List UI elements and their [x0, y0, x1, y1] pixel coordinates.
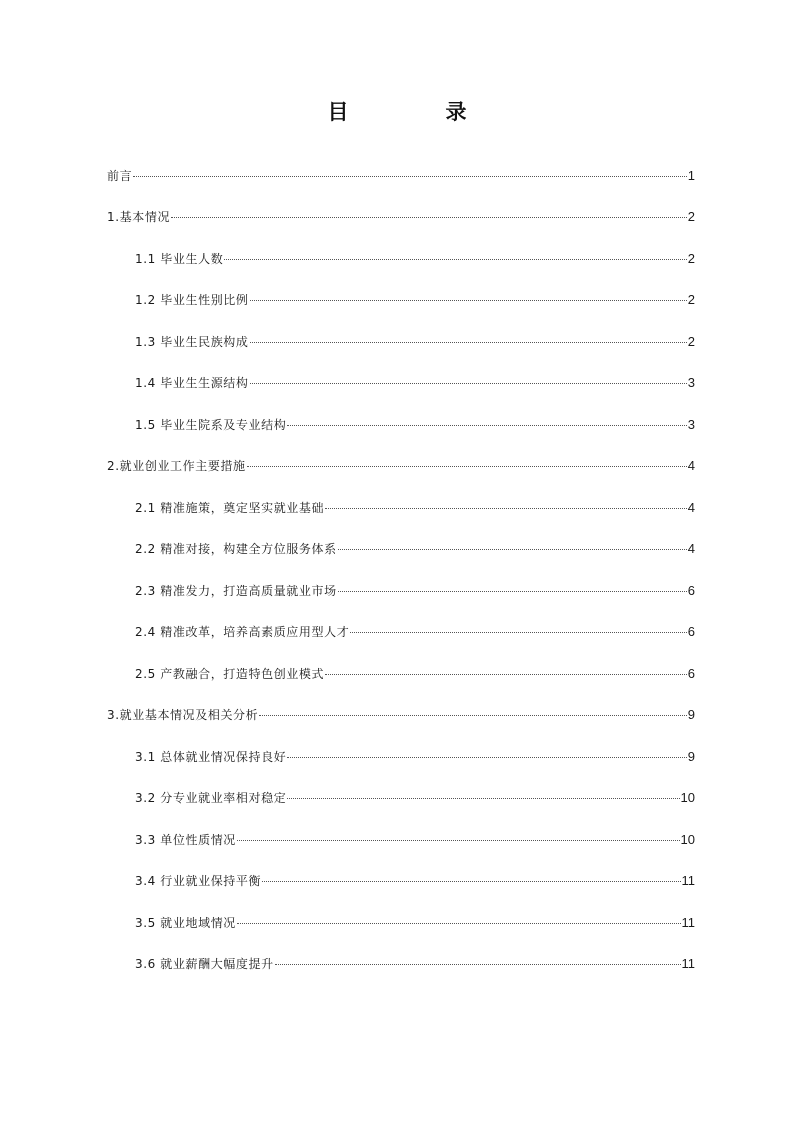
toc-entry-page: 2	[687, 251, 695, 266]
toc-entry-2[interactable]	[107, 456, 695, 476]
toc-dot-leader	[250, 299, 687, 301]
toc-entry-preface[interactable]	[107, 166, 695, 186]
toc-entry-label: 2.1 精准施策，奠定坚实就业基础	[135, 501, 325, 515]
toc-entry-page: 6	[687, 624, 695, 639]
toc-dot-leader	[133, 175, 687, 177]
toc-dot-leader	[325, 673, 687, 675]
toc-entry-page: 3	[687, 417, 695, 432]
toc-entry-3-4[interactable]	[135, 871, 695, 891]
toc-entry-label: 2.4 精准改革，培养高素质应用型人才	[135, 625, 350, 639]
toc-entry-2-1[interactable]	[135, 498, 695, 518]
toc-entry-page: 4	[687, 541, 695, 556]
toc-dot-leader	[325, 507, 687, 509]
toc-entry-page: 11	[681, 873, 695, 888]
toc-entry-label: 1.4 毕业生生源结构	[135, 376, 249, 390]
toc-entry-label: 2.就业创业工作主要措施	[107, 459, 246, 473]
toc-entry-3[interactable]	[107, 705, 695, 725]
toc-dot-leader	[250, 341, 687, 343]
toc-entry-label: 2.3 精准发力，打造高质量就业市场	[135, 584, 337, 598]
toc-dot-leader	[338, 590, 687, 592]
toc-dot-leader	[237, 922, 681, 924]
toc-entry-3-1[interactable]	[135, 747, 695, 767]
toc-entry-page: 4	[687, 500, 695, 515]
toc-entry-1-2[interactable]	[135, 290, 695, 310]
toc-entry-page: 6	[687, 583, 695, 598]
toc-dot-leader	[247, 465, 687, 467]
toc-entry-label: 1.基本情况	[107, 210, 171, 224]
toc-entry-1[interactable]	[107, 207, 695, 227]
toc-dot-leader	[275, 963, 681, 965]
toc-entry-page: 9	[687, 749, 695, 764]
toc-entry-page: 10	[680, 790, 695, 805]
toc-entry-page: 1	[687, 168, 695, 183]
toc-dot-leader	[287, 797, 679, 799]
toc-title: 目 录	[327, 100, 505, 124]
toc-entry-page: 2	[687, 334, 695, 349]
toc-entry-label: 1.5 毕业生院系及专业结构	[135, 418, 287, 432]
toc-entry-label: 1.3 毕业生民族构成	[135, 335, 249, 349]
toc-entry-label: 2.2 精准对接，构建全方位服务体系	[135, 542, 337, 556]
toc-entry-1-4[interactable]	[135, 373, 695, 393]
toc-dot-leader	[287, 424, 686, 426]
toc-entry-page: 11	[681, 915, 695, 930]
toc-entry-label: 3.3 单位性质情况	[135, 833, 236, 847]
toc-entry-2-2[interactable]	[135, 539, 695, 559]
toc-dot-leader	[350, 631, 686, 633]
toc-entry-label: 2.5 产教融合，打造特色创业模式	[135, 667, 325, 681]
toc-entry-2-3[interactable]	[135, 581, 695, 601]
toc-dot-leader	[224, 258, 686, 260]
toc-entry-label: 3.1 总体就业情况保持良好	[135, 750, 287, 764]
toc-dot-leader	[171, 216, 687, 218]
toc-dot-leader	[262, 880, 680, 882]
toc-entry-page: 6	[687, 666, 695, 681]
toc-entry-3-6[interactable]	[135, 954, 695, 974]
toc-entry-label: 前言	[107, 169, 133, 183]
toc-entry-1-1[interactable]	[135, 249, 695, 269]
toc-entry-page: 10	[680, 832, 695, 847]
toc-entry-page: 11	[681, 956, 695, 971]
toc-entry-3-3[interactable]	[135, 830, 695, 850]
toc-dot-leader	[287, 756, 686, 758]
toc-entry-3-5[interactable]	[135, 913, 695, 933]
toc-entry-page: 2	[687, 292, 695, 307]
toc-entry-page: 9	[687, 707, 695, 722]
toc-dot-leader	[250, 382, 687, 384]
toc-entry-label: 3.4 行业就业保持平衡	[135, 874, 262, 888]
toc-dot-leader	[338, 548, 687, 550]
toc-dot-leader	[259, 714, 687, 716]
toc-entry-1-5[interactable]	[135, 415, 695, 435]
toc-entry-page: 4	[687, 458, 695, 473]
toc-entry-label: 3.就业基本情况及相关分析	[107, 708, 259, 722]
toc-entry-2-4[interactable]	[135, 622, 695, 642]
toc-entry-label: 1.1 毕业生人数	[135, 252, 224, 266]
toc-entry-page: 2	[687, 209, 695, 224]
toc-entry-label: 3.2 分专业就业率相对稳定	[135, 791, 287, 805]
toc-entry-label: 1.2 毕业生性别比例	[135, 293, 249, 307]
toc-entry-2-5[interactable]	[135, 664, 695, 684]
toc-entry-label: 3.5 就业地域情况	[135, 916, 236, 930]
toc-entry-1-3[interactable]	[135, 332, 695, 352]
toc-entry-3-2[interactable]	[135, 788, 695, 808]
toc-entry-page: 3	[687, 375, 695, 390]
toc-entry-label: 3.6 就业薪酬大幅度提升	[135, 957, 274, 971]
toc-dot-leader	[237, 839, 680, 841]
